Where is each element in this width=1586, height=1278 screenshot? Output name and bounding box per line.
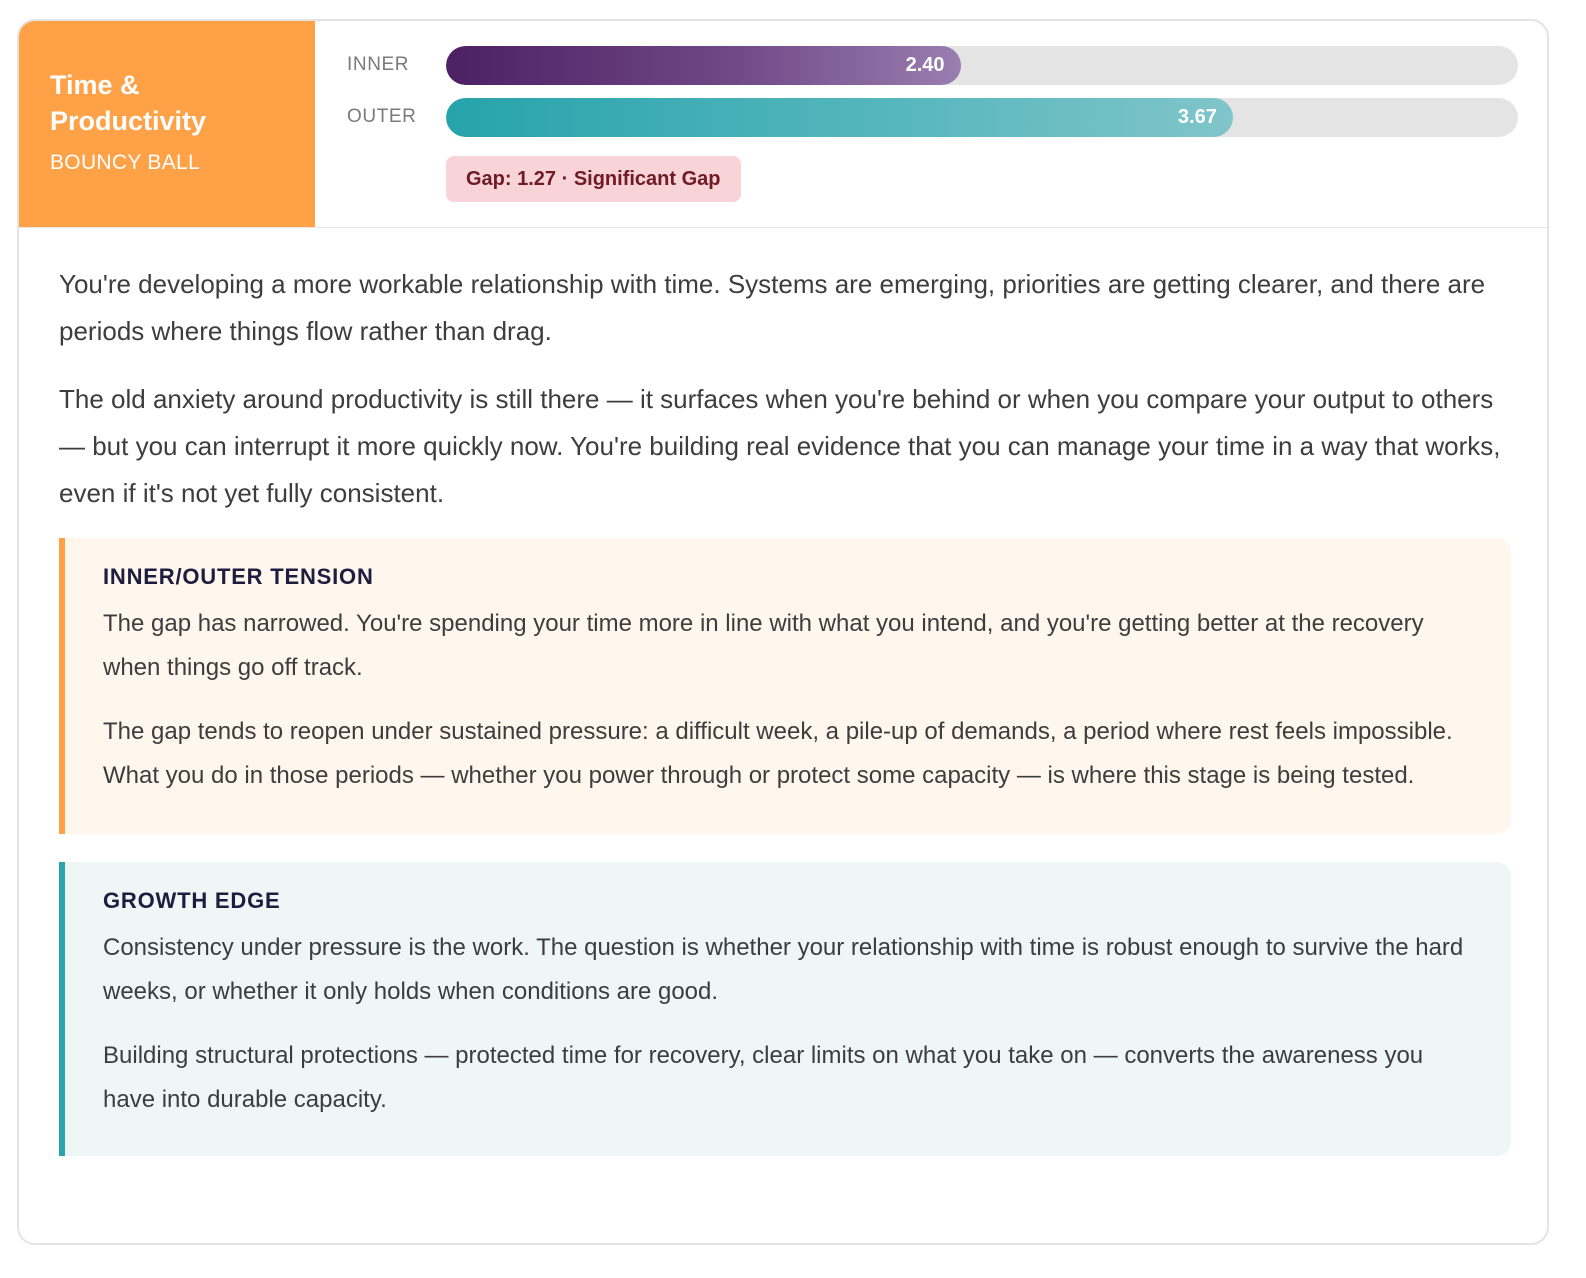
outer-bar-value: 3.67 xyxy=(1177,106,1217,128)
card-body xyxy=(59,261,1511,1156)
intro-paragraph: You're developing a more workable relationship with time. Systems are emerging, priorities are getting clearer, and there are periods where things flow rather than drag. xyxy=(59,269,1486,346)
inner-bar-fill xyxy=(446,46,961,85)
tension-paragraph: The gap has narrowed. You're spending your time more in line with what you intend, and you're getting better at the recovery when things go off track. xyxy=(103,610,1424,681)
card-header xyxy=(19,21,1547,228)
growth-paragraph: Consistency under pressure is the work. The question is whether your relationship with time is robust enough to survive the hard weeks, or whether it only holds when conditions are good. xyxy=(103,934,1464,1005)
intro-paragraph: The old anxiety around productivity is still there — it surfaces when you're behind or when you compare your output to others — but you can interrupt it more quickly now. You're building real evidence that you can manage your time in a way that works, even if it's not yet fully consistent. xyxy=(59,384,1501,508)
growth-callout xyxy=(59,862,1511,1156)
category-title: Time & Productivity xyxy=(50,70,207,136)
growth-heading: GROWTH EDGE xyxy=(103,888,281,913)
result-card xyxy=(17,19,1549,1245)
inner-bar-track xyxy=(446,46,1518,85)
category-block xyxy=(19,21,315,227)
inner-bar-label: INNER xyxy=(347,54,410,75)
category-subtitle: BOUNCY BALL xyxy=(50,151,200,174)
intro-section xyxy=(59,261,1511,517)
tension-heading: INNER/OUTER TENSION xyxy=(103,564,374,589)
growth-paragraph: Building structural protections — protected time for recovery, clear limits on what you take on — converts the awareness you have into durable capacity. xyxy=(103,1042,1424,1113)
outer-bar-label: OUTER xyxy=(347,106,417,127)
inner-bar-value: 2.40 xyxy=(905,54,945,76)
outer-bar-fill xyxy=(446,98,1233,137)
tension-paragraph: The gap tends to reopen under sustained pressure: a difficult week, a pile-up of demands, a period where rest feels impossible. What you do in those periods — whether you power through or protect some capacity — is where this stage is being tested. xyxy=(103,718,1453,789)
outer-bar-track xyxy=(446,98,1518,137)
gap-badge: Gap: 1.27 · Significant Gap xyxy=(446,156,741,202)
tension-callout xyxy=(59,538,1511,834)
